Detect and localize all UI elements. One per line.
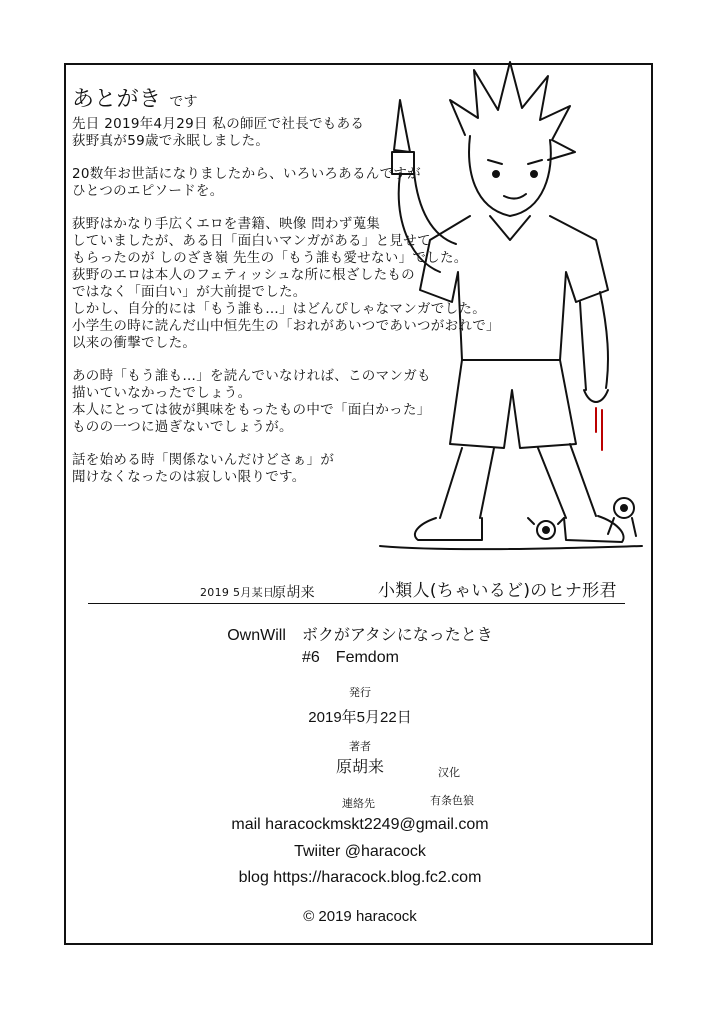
contact-twitter: Twiiter @haracock (294, 843, 426, 860)
publish-date: 2019年5月22日 (308, 709, 412, 726)
afterword-line: していましたが、ある日「面白いマンガがある」と見せて (72, 233, 431, 249)
afterword-line: 話を始める時「関係ないんだけどさぁ」が (72, 452, 335, 468)
author-label: 著者 (349, 741, 371, 753)
afterword-line: 以来の衝撃でした。 (72, 335, 197, 351)
contact-mail: mail haracockmskt2249@gmail.com (231, 816, 489, 833)
afterword-line: あの時「もう誰も…」を読んでいなければ、このマンガも (72, 368, 431, 384)
afterword-line: しかし、自分的には「もう誰も…」はどんぴしゃなマンガでした。 (72, 301, 486, 317)
book-title: OwnWill ボクがアタシになったとき (227, 627, 493, 644)
afterword-line: 荻野はかなり手広くエロを書籍、映像 問わず蒐集 (72, 216, 381, 232)
book-subtitle: #6 Femdom (302, 649, 399, 666)
afterword-line: 荻野のエロは本人のフェティッシュな所に根ざしたもの (72, 267, 415, 283)
afterword-line: 20数年お世話になりましたから、いろいろあるんですが (72, 166, 421, 182)
copyright: © 2019 haracock (303, 908, 417, 925)
signature-name: 原胡来 (272, 585, 315, 601)
publish-label: 発行 (349, 687, 371, 699)
afterword-line: 荻野真が59歳で永眠しました。 (72, 133, 270, 149)
afterword-line: 聞けなくなったのは寂しい限りです。 (72, 469, 306, 485)
illustration-caption: 小類人(ちゃいるど)のヒナ形君 (378, 581, 617, 601)
afterword-title (72, 82, 198, 113)
divider (88, 603, 625, 604)
character-illustration (370, 40, 650, 580)
afterword-line: 先日 2019年4月29日 私の師匠で社長でもある (72, 116, 365, 132)
author-name: 原胡来 (335, 759, 384, 776)
contact-blog: blog https://haracock.blog.fc2.com (238, 869, 482, 886)
afterword-line: ではなく「面白い」が大前提でした。 (72, 284, 307, 300)
afterword-line: もらったのが しのざき嶺 先生の「もう誰も愛せない」でした。 (72, 250, 468, 266)
afterword-title-suffix: です (169, 94, 198, 110)
contact-label: 連絡先 (342, 798, 375, 810)
translator-name: 有条色狼 (430, 795, 474, 807)
signature-date: 2019 5月某日 (200, 586, 275, 599)
afterword-title-text: あとがき (72, 87, 162, 112)
afterword-line: 本人にとっては彼が興味をもったもの中で「面白かった」 (72, 402, 431, 418)
translation-label: 汉化 (438, 767, 460, 779)
afterword-line: ものの一つに過ぎないでしょうが。 (72, 419, 293, 435)
afterword-line: ひとつのエピソードを。 (72, 183, 224, 199)
afterword-line: 描いていなかったでしょう。 (72, 385, 252, 401)
afterword-line: 小学生の時に読んだ山中恒先生の「おれがあいつであいつがおれで」 (72, 318, 500, 334)
